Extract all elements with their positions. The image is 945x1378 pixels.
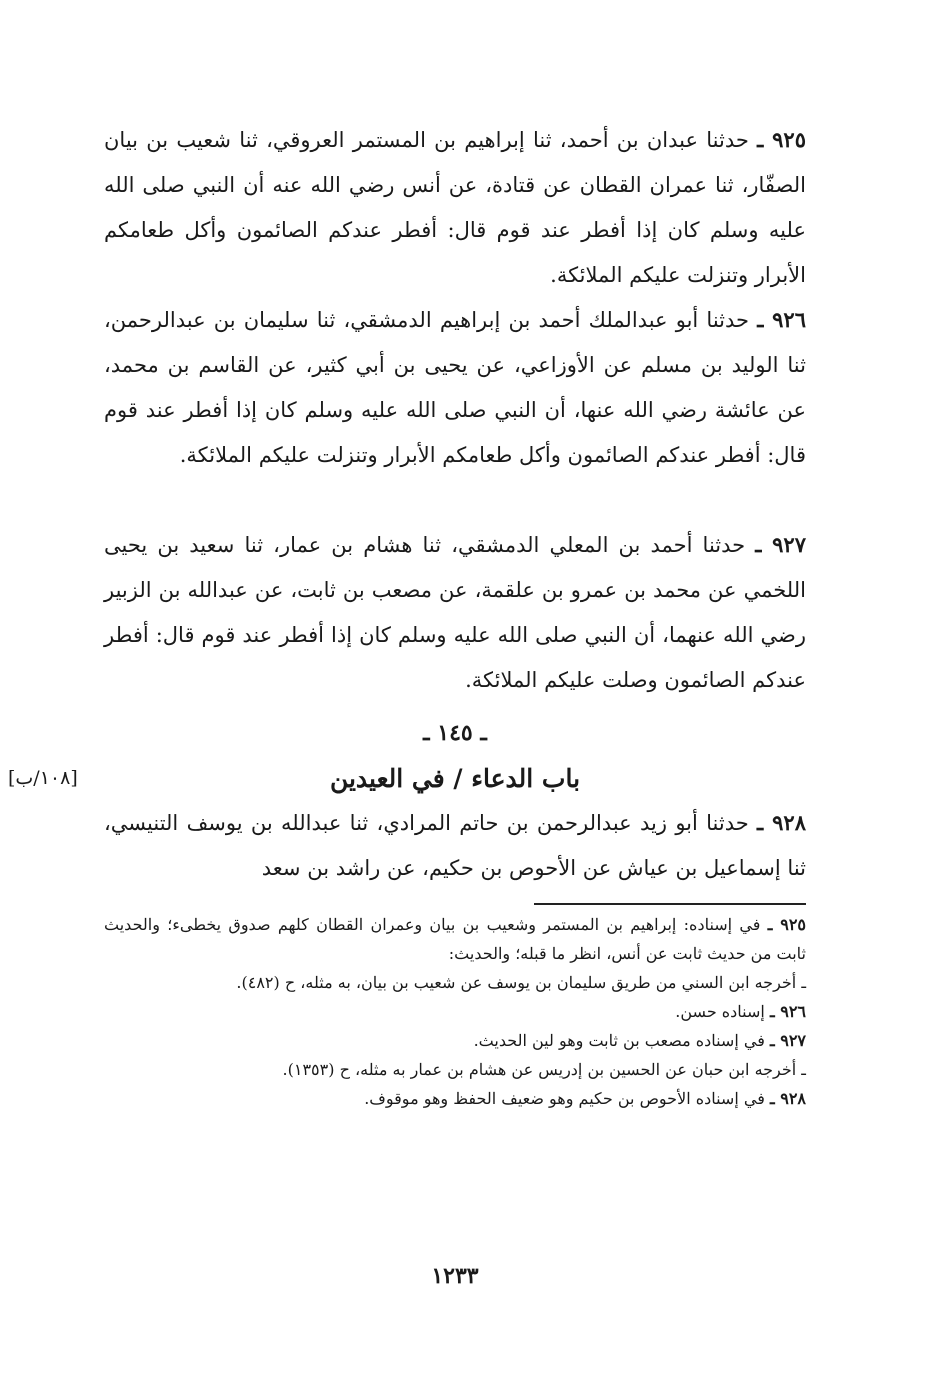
footnote-ref: ٩٢٨ ـ <box>769 1089 806 1108</box>
footnote-text: في إسناده الأحوص بن حكيم وهو ضعيف الحفظ وهو موقوف. <box>364 1089 765 1108</box>
hadith-number: ٩٢٨ ـ <box>757 810 806 835</box>
footnote <box>104 997 806 1026</box>
hadith-number: ٩٢٧ ـ <box>755 532 806 557</box>
footnote <box>104 1084 806 1113</box>
hadith-927 <box>104 522 806 703</box>
footnotes <box>104 910 806 1113</box>
footnote-text: ـ أخرجه ابن السني من طريق سليمان بن يوسف عن شعيب بن بيان، به مثله، ح (٤٨٢). <box>236 973 806 992</box>
hadith-928 <box>104 800 806 891</box>
footnote <box>104 1055 806 1084</box>
hadith-number: ٩٢٦ ـ <box>757 307 806 332</box>
chapter-title: باب الدعاء / في العيدين <box>329 764 581 793</box>
footnote-text: إسناده حسن. <box>675 1002 765 1021</box>
hadith-text: حدثنا أحمد بن المعلي الدمشقي، ثنا هشام بن عمار، ثنا سعيد بن يحيى اللخمي عن محمد بن عمرو بن علقمة، عن مصعب بن ثابت، عن عبدالله بن الزبير رضي الله عنهما، أن النبي صلى الله عليه وسلم كان إذا أفطر عند قوم قال: أفطر عندكم الصائمون وصلت عليكم الملائكة. <box>104 533 806 692</box>
footnote-text: ـ أخرجه ابن حبان عن الحسين بن إدريس عن هشام بن عمار به مثله، ح (١٣٥٣). <box>282 1060 806 1079</box>
hadith-text: حدثنا أبو زيد عبدالرحمن بن حاتم المرادي، ثنا عبدالله بن يوسف التنيسي، ثنا إسماعيل بن عياش عن الأحوص بن حكيم، عن راشد بن سعد <box>104 811 806 880</box>
footnote <box>104 968 806 997</box>
footnote-ref: ٩٢٦ ـ <box>769 1002 806 1021</box>
footnote-text: في إسناده: إبراهيم بن المستمر وشعيب بن بيان وعمران القطان كلهم صدوق يخطىء؛ والحديث ثابت من حديث ثابت عن أنس، انظر ما قبله؛ والحديث: <box>104 915 806 963</box>
chapter-number: ـ ١٤٥ ـ <box>423 720 487 746</box>
footnote <box>104 910 806 968</box>
page-number: ١٢٣٣ <box>431 1263 479 1289</box>
footnote <box>104 1026 806 1055</box>
hadith-number: ٩٢٥ ـ <box>757 127 806 152</box>
hadith-925 <box>104 117 806 298</box>
hadith-926 <box>104 297 806 478</box>
footnote-ref: ٩٢٧ ـ <box>769 1031 806 1050</box>
hadith-text: حدثنا أبو عبدالملك أحمد بن إبراهيم الدمشقي، ثنا سليمان بن عبدالرحمن، ثنا الوليد بن مسلم عن الأوزاعي، عن يحيى بن أبي كثير، عن القاسم بن محمد، عن عائشة رضي الله عنها، أن النبي صلى الله عليه وسلم كان إذا أفطر عند قوم قال: أفطر عندكم الصائمون وأكل طعامكم الأبرار وتنزلت عليكم الملائكة. <box>104 308 806 467</box>
hadith-text: حدثنا عبدان بن أحمد، ثنا إبراهيم بن المستمر العروقي، ثنا شعيب بن بيان الصفّار، ثنا عمران القطان عن قتادة، عن أنس رضي الله عنه أن النبي صلى الله عليه وسلم كان إذا أفطر عند قوم قال: أفطر عندكم الصائمون وأكل طعامكم الأبرار وتنزلت عليكم الملائكة. <box>104 128 806 287</box>
footnote-text: في إسناده مصعب بن ثابت وهو لين الحديث. <box>473 1031 765 1050</box>
footnote-ref: ٩٢٥ ـ <box>767 915 806 934</box>
manuscript-folio-reference: [١٠٨/ب] <box>8 767 78 789</box>
footnote-divider <box>534 903 806 905</box>
